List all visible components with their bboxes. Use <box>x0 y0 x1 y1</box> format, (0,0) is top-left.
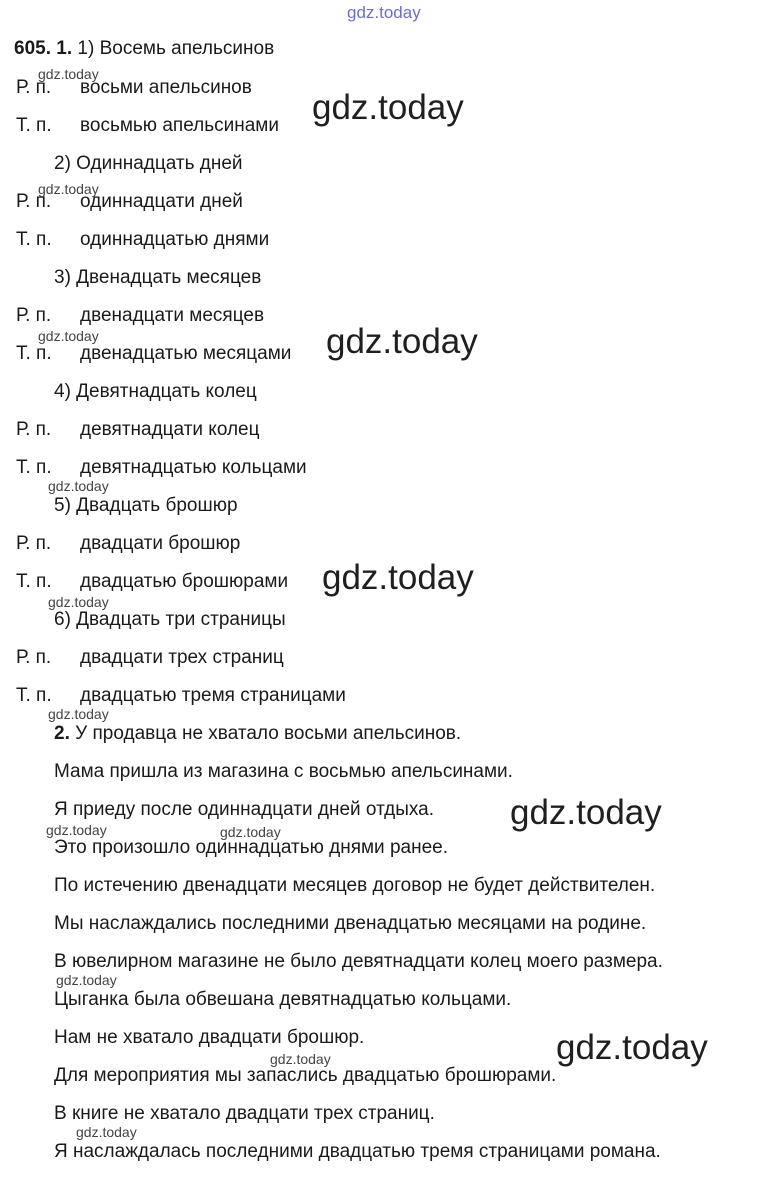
watermark-large: gdz.today <box>556 1028 708 1067</box>
part2-label: 2. <box>54 723 70 744</box>
numeral-5-rp: двадцати брошюр <box>80 533 241 554</box>
numeral-2-tp: одиннадцатью днями <box>80 229 270 250</box>
numeral-5-tp-label: Т. п. <box>16 571 52 592</box>
numeral-6-rp: двадцати трех страниц <box>80 647 284 668</box>
watermark-large: gdz.today <box>510 793 662 832</box>
watermark-large: gdz.today <box>312 88 464 127</box>
sentence-8: Цыганка была обвешана девятнадцатью кольцами. <box>54 989 512 1010</box>
numeral-2-nominative: 2) Одиннадцать дней <box>54 153 243 174</box>
sentence-9: Нам не хватало двадцати брошюр. <box>54 1027 365 1048</box>
numeral-4-tp-label: Т. п. <box>16 457 52 478</box>
sentence-12: Я наслаждалась последними двадцатью тремя страницами романа. <box>54 1141 661 1162</box>
numeral-5-rp-label: Р. п. <box>16 533 52 554</box>
numeral-4-tp: девятнадцатью кольцами <box>80 457 307 478</box>
numeral-3-rp: двенадцати месяцев <box>80 305 265 326</box>
numeral-1-rp-label: Р. п. <box>16 77 52 98</box>
watermark-small: gdz.today <box>270 1051 331 1067</box>
exercise-heading <box>14 38 274 60</box>
sentence-6: Мы наслаждались последними двенадцатью месяцами на родине. <box>54 913 647 934</box>
numeral-5-tp: двадцатью брошюрами <box>80 571 289 592</box>
sentence-3: Я приеду после одиннадцати дней отдыха. <box>54 799 435 820</box>
numeral-1-nominative: 1) Восемь апельсинов <box>77 38 275 59</box>
watermark-small: gdz.today <box>38 328 99 344</box>
watermark-small: gdz.today <box>48 478 109 494</box>
watermark-large: gdz.today <box>322 558 474 597</box>
watermark-small: gdz.today <box>220 824 281 840</box>
numeral-4-nominative: 4) Девятнадцать колец <box>54 381 257 402</box>
numeral-2-tp-label: Т. п. <box>16 229 52 250</box>
numeral-1-rp: восьми апельсинов <box>80 77 252 98</box>
exercise-number: 605. <box>14 38 51 59</box>
numeral-6-tp-label: Т. п. <box>16 685 52 706</box>
watermark-small: gdz.today <box>38 181 99 197</box>
numeral-2-rp: одиннадцати дней <box>80 191 243 212</box>
sentence-2: Мама пришла из магазина с восьмью апельсинами. <box>54 761 513 782</box>
sentence-5: По истечению двенадцати месяцев договор не будет действителен. <box>54 875 656 896</box>
sentence-11: В книге не хватало двадцати трех страниц. <box>54 1103 435 1124</box>
sentence-4: Это произошло одиннадцатью днями ранее. <box>54 837 448 858</box>
part1-label: 1. <box>56 38 73 59</box>
numeral-6-rp-label: Р. п. <box>16 647 52 668</box>
watermark-small: gdz.today <box>48 594 109 610</box>
numeral-4-rp: девятнадцати колец <box>80 419 260 440</box>
numeral-1-tp: восьмью апельсинами <box>80 115 279 136</box>
watermark-small: gdz.today <box>56 972 117 988</box>
numeral-5-nominative: 5) Двадцать брошюр <box>54 495 238 516</box>
numeral-2-rp-label: Р. п. <box>16 191 52 212</box>
numeral-3-rp-label: Р. п. <box>16 305 52 326</box>
sentence-7: В ювелирном магазине не было девятнадцати колец моего размера. <box>54 951 663 972</box>
watermark-small: gdz.today <box>76 1124 137 1140</box>
sentence-10: Для мероприятия мы запаслись двадцатью брошюрами. <box>54 1065 557 1086</box>
watermark-top: gdz.today <box>347 3 421 22</box>
numeral-1-tp-label: Т. п. <box>16 115 52 136</box>
numeral-4-rp-label: Р. п. <box>16 419 52 440</box>
numeral-3-tp-label: Т. п. <box>16 343 52 364</box>
numeral-6-tp: двадцатью тремя страницами <box>80 685 346 706</box>
watermark-small: gdz.today <box>46 822 107 838</box>
watermark-small: gdz.today <box>48 706 109 722</box>
watermark-small: gdz.today <box>38 66 99 82</box>
sentence-1 <box>54 723 461 745</box>
numeral-6-nominative: 6) Двадцать три страницы <box>54 609 286 630</box>
sentence-1-text: У продавца не хватало восьми апельсинов. <box>75 723 462 744</box>
numeral-3-tp: двенадцатью месяцами <box>80 343 292 364</box>
watermark-large: gdz.today <box>326 322 478 361</box>
numeral-3-nominative: 3) Двенадцать месяцев <box>54 267 262 288</box>
